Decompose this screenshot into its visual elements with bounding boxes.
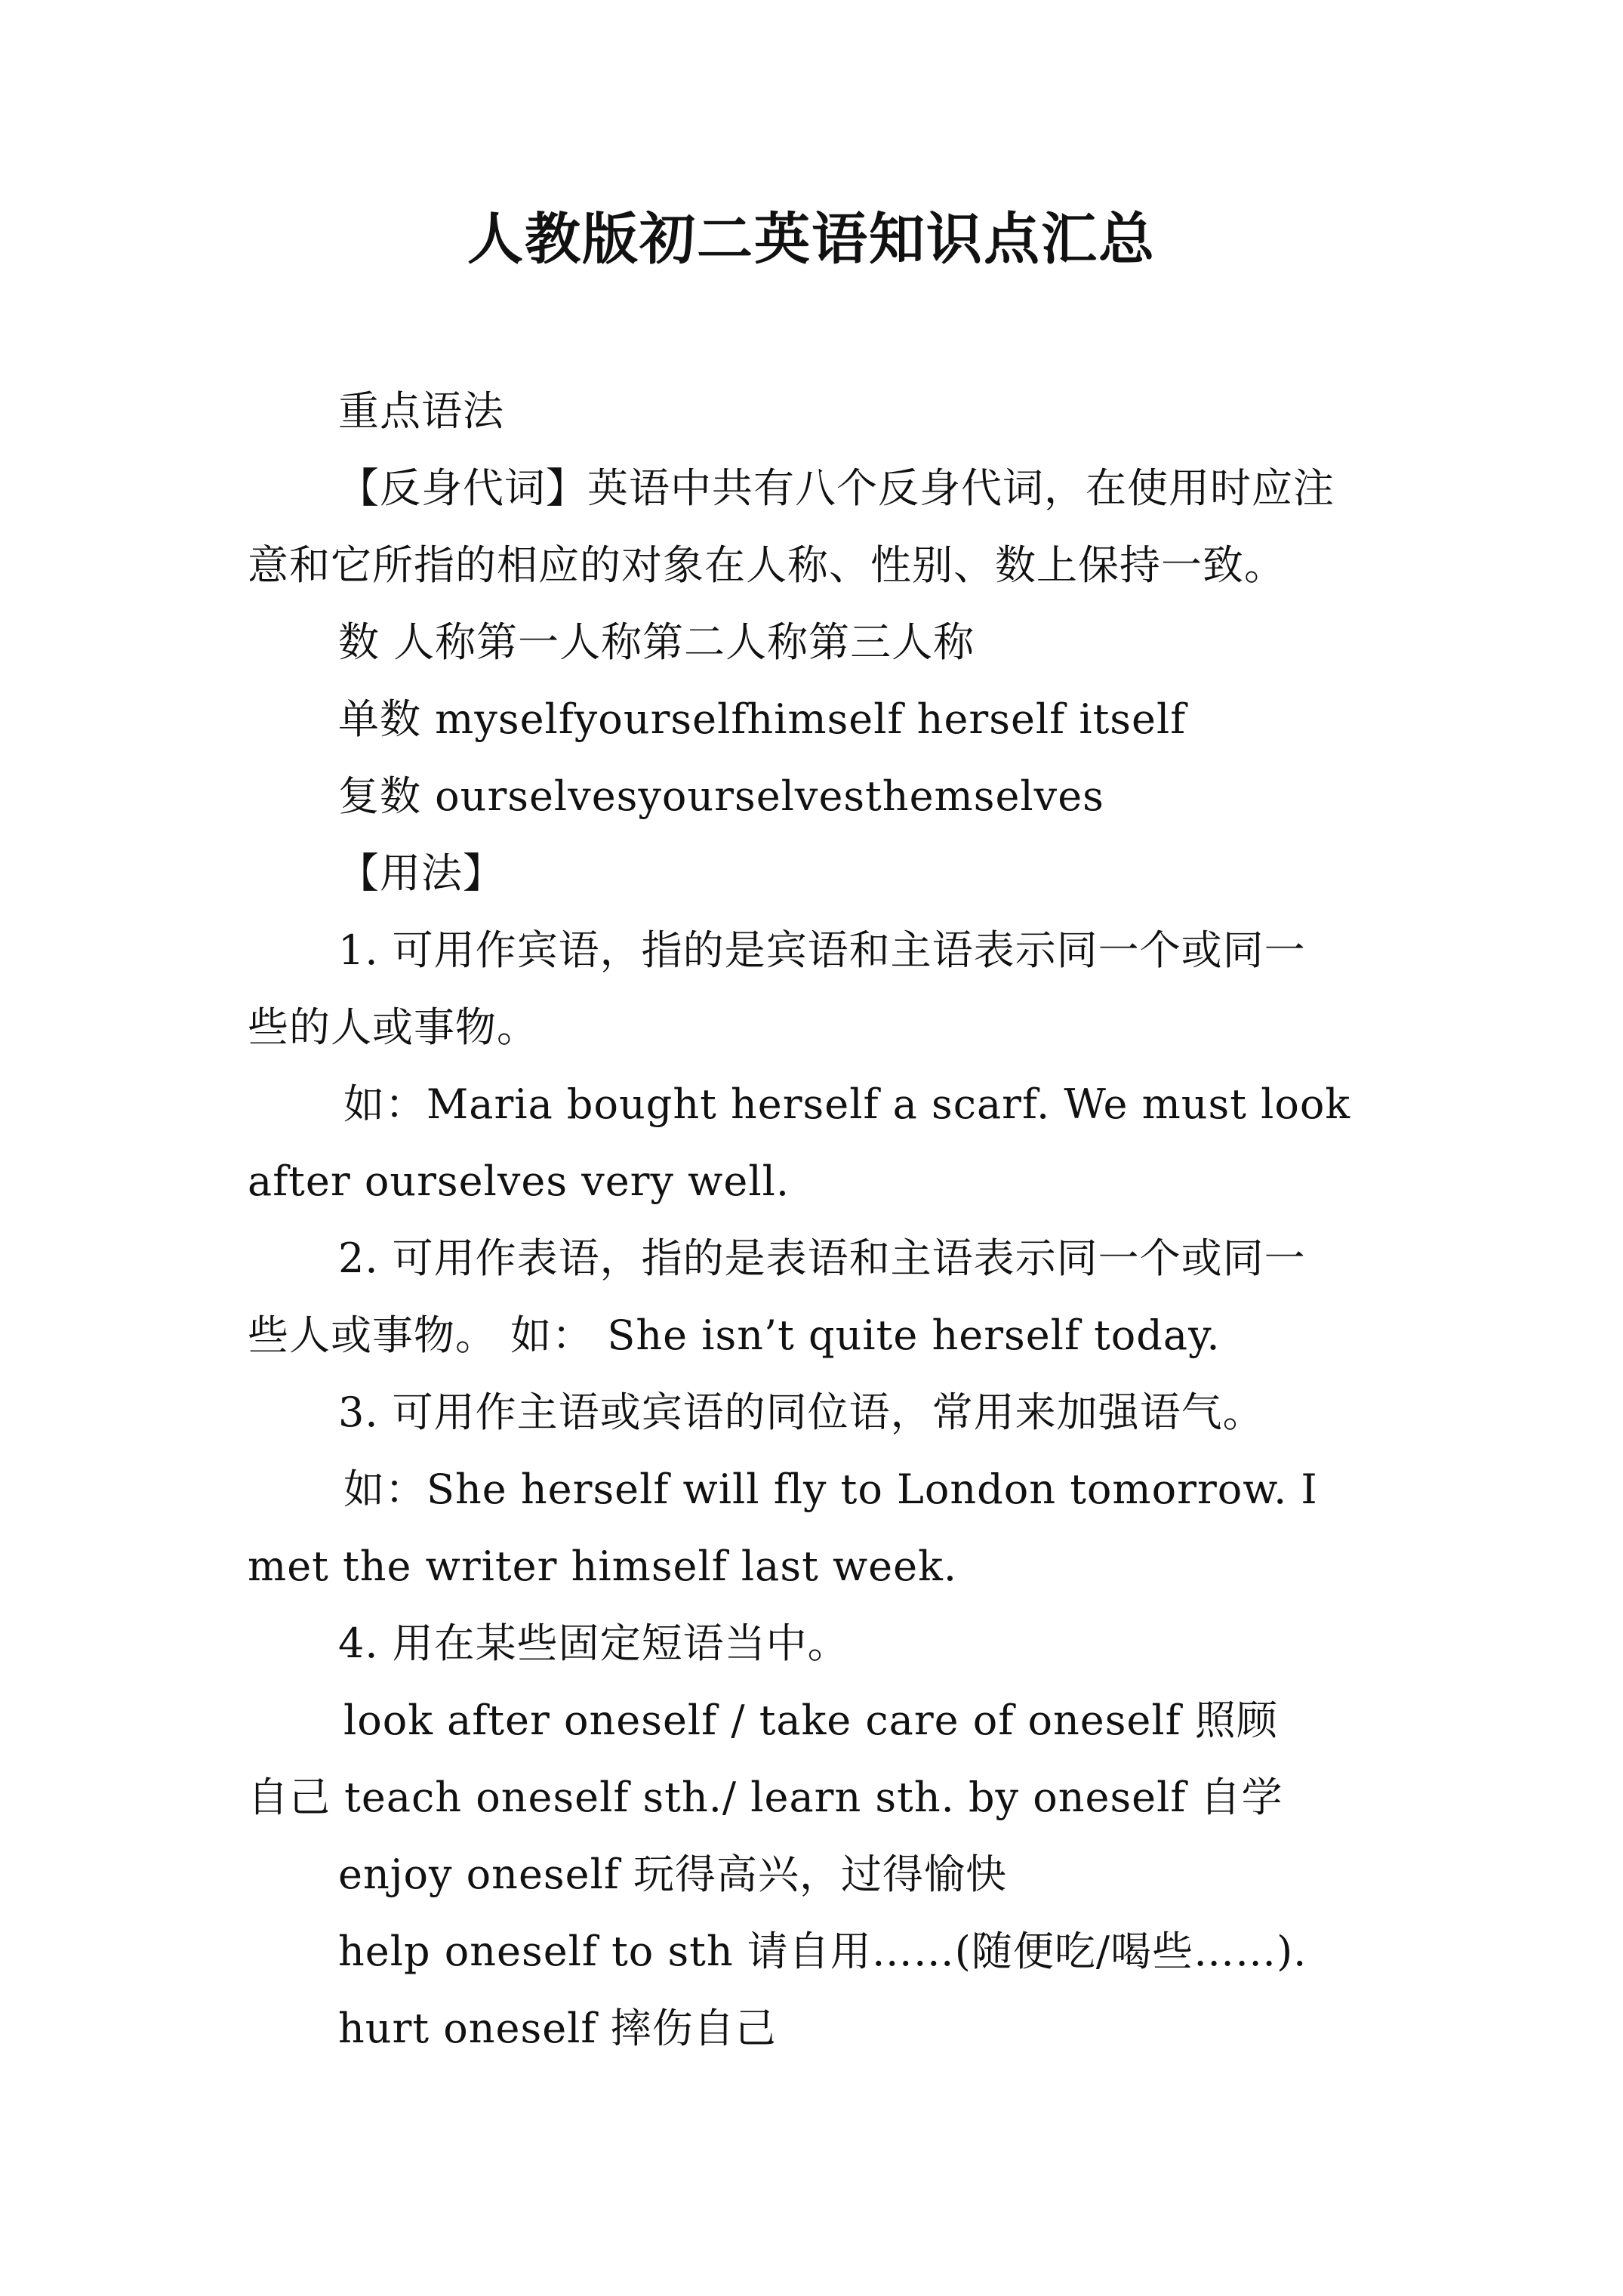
- item4-line1: 4. 用在某些固定短语当中。: [338, 1620, 849, 1667]
- example1-line1: 如：Maria bought herself a scarf. We must look: [343, 1080, 1351, 1128]
- table-header-row: 数 人称第一人称第二人称第三人称: [338, 618, 975, 666]
- section-heading: 重点语法: [338, 387, 504, 435]
- item1-line2: 些的人或事物。: [248, 1003, 538, 1051]
- item2-line2: 些人或事物。 如： She isn’t quite herself today.: [248, 1311, 1221, 1359]
- item2-line1: 2. 可用作表语，指的是表语和主语表示同一个或同一: [338, 1234, 1306, 1282]
- page-title: 人教版初二英语知识点汇总: [467, 207, 1156, 272]
- item1-line1: 1. 可用作宾语，指的是宾语和主语表示同一个或同一: [338, 926, 1306, 974]
- table-singular-row: 单数 myselfyourselfhimself herself itself: [338, 695, 1187, 743]
- phrases-line5: hurt oneself 摔伤自己: [338, 2005, 777, 2052]
- usage-heading: 【用法】: [338, 849, 504, 897]
- example3-line2: met the writer himself last week.: [248, 1542, 957, 1590]
- example3-line1: 如：She herself will fly to London tomorrow. I: [343, 1465, 1318, 1513]
- example1-line2: after ourselves very well.: [248, 1157, 790, 1205]
- para1-line1: 【反身代词】英语中共有八个反身代词，在使用时应注: [338, 464, 1335, 512]
- phrases-line2: 自己 teach oneself sth./ learn sth. by oneself 自学: [248, 1774, 1283, 1821]
- para1-line2: 意和它所指的相应的对象在人称、性别、数上保持一致。: [248, 541, 1286, 589]
- item3-line1: 3. 可用作主语或宾语的同位语，常用来加强语气。: [338, 1388, 1264, 1436]
- phrases-line3: enjoy oneself 玩得高兴，过得愉快: [338, 1851, 1007, 1898]
- phrases-line4: help oneself to sth 请自用……(随便吃/喝些……).: [338, 1928, 1307, 1975]
- phrases-line1: look after oneself / take care of oneself 照顾: [343, 1697, 1278, 1744]
- table-plural-row: 复数 ourselvesyourselvesthemselves: [338, 772, 1104, 820]
